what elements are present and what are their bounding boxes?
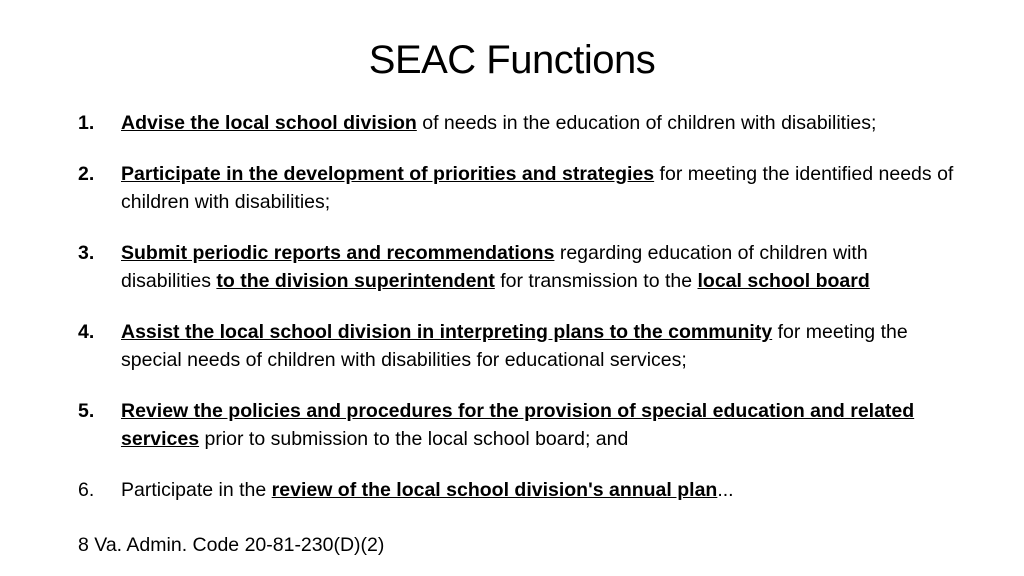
item-number: 5. (78, 400, 95, 422)
list-item (78, 397, 958, 453)
item-highlight: Advise the local school division (121, 112, 417, 134)
item-highlight: review of the local school division's annual plan (271, 479, 718, 501)
item-number: 4. (78, 321, 95, 343)
item-number: 2. (78, 163, 95, 185)
list-item (78, 160, 958, 216)
item-highlight: Submit periodic reports and recommendations (121, 242, 555, 264)
list-item (78, 476, 958, 504)
item-highlight: Review the policies and procedures for the provision of special education and related services (121, 400, 915, 450)
item-text: of needs in the education of children with disabilities; (416, 112, 877, 134)
list-item (78, 239, 958, 295)
legal-citation: 8 Va. Admin. Code 20-81-230(D)(2) (78, 534, 385, 556)
item-text: prior to submission to the local school board; and (199, 428, 629, 450)
item-number: 6. (78, 479, 95, 501)
item-highlight: Participate in the development of priorities and strategies (121, 163, 655, 185)
item-number: 1. (78, 112, 95, 134)
list-item (78, 109, 958, 137)
functions-list (78, 109, 958, 527)
list-item (78, 318, 958, 374)
item-text: regarding education of children with disabilities (121, 242, 868, 292)
item-highlight: Assist the local school division in interpreting plans to the community (121, 321, 773, 343)
item-text: for meeting the identified needs of children with disabilities; (121, 163, 954, 213)
item-text: Participate in the (121, 479, 272, 501)
item-text: for meeting the special needs of children with disabilities for educational services; (121, 321, 908, 371)
item-highlight: local school board (697, 270, 870, 292)
item-text: ... (717, 479, 734, 501)
item-text: for transmission to the (494, 270, 698, 292)
item-number: 3. (78, 242, 95, 264)
slide-title: SEAC Functions (368, 38, 656, 82)
item-highlight: to the division superintendent (216, 270, 495, 292)
